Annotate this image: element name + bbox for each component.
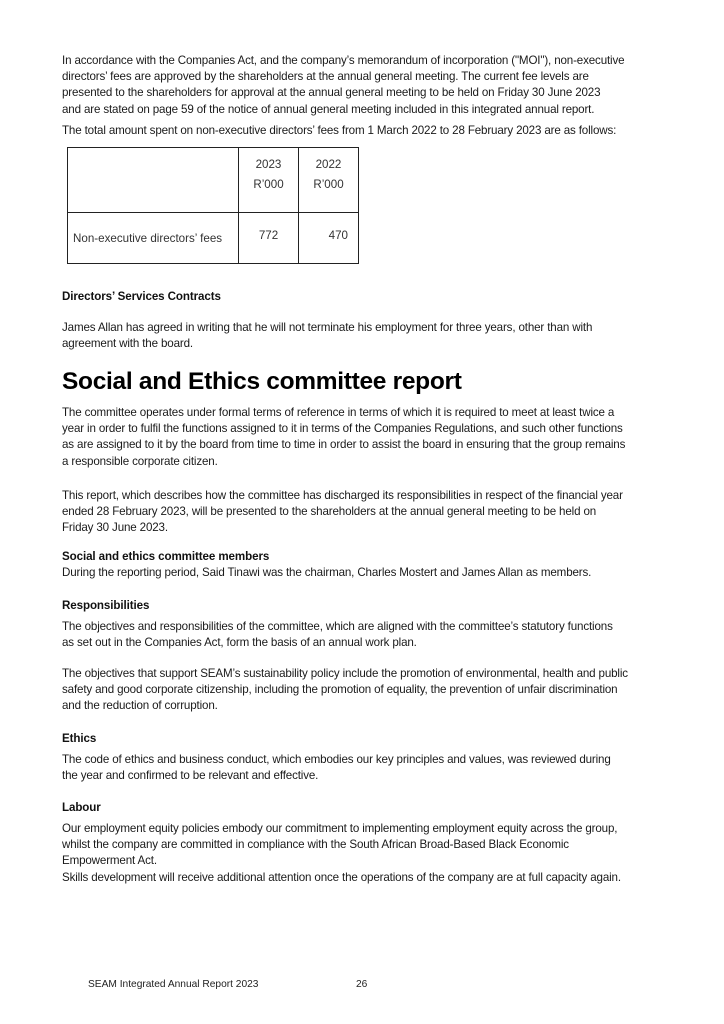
text-line: The committee operates under formal terms of reference in terms of which it is required to meet at least twice a bbox=[62, 406, 615, 419]
committee-paragraph bbox=[62, 405, 672, 470]
labour-paragraph bbox=[62, 821, 672, 886]
text-line: the year and confirmed to be relevant and effective. bbox=[62, 769, 319, 783]
labour-heading: Labour bbox=[62, 801, 101, 814]
page-number: 26 bbox=[356, 979, 368, 990]
text-line: agreement with the board. bbox=[62, 337, 193, 351]
text-line: James Allan has agreed in writing that he will not terminate his employment for three years, other than with bbox=[62, 321, 593, 334]
text-line: presented to the shareholders for approval at the annual general meeting to be held on Friday 30 June 2023 bbox=[62, 86, 601, 100]
text-line: Empowerment Act. bbox=[62, 854, 157, 868]
text-line: Skills development will receive additional attention once the operations of the company are at full capacity again. bbox=[62, 870, 621, 884]
responsibilities-heading: Responsibilities bbox=[62, 599, 150, 612]
text-line: The code of ethics and business conduct, which embodies our key principles and values, was reviewed during bbox=[62, 753, 611, 766]
text-line: year in order to fulfil the functions assigned to it in terms of the Companies Regulations, and such other functions bbox=[62, 422, 623, 436]
members-text bbox=[62, 565, 672, 581]
footer-report-title: SEAM Integrated Annual Report 2023 bbox=[88, 979, 259, 990]
text-line: and the reduction of corruption. bbox=[62, 699, 218, 713]
text-line: The total amount spent on non-executive directors’ fees from 1 March 2022 to 28 February 2023 are as follows: bbox=[62, 124, 617, 137]
table-header-cell bbox=[239, 148, 299, 213]
ethics-paragraph bbox=[62, 752, 672, 784]
directors-contracts-heading: Directors’ Services Contracts bbox=[62, 290, 221, 303]
text-line: as set out in the Companies Act, form the basis of an annual work plan. bbox=[62, 636, 417, 650]
column-year: 2023 bbox=[255, 158, 282, 171]
intro-paragraph bbox=[62, 53, 672, 118]
directors-contracts-text bbox=[62, 320, 672, 352]
cell-2022: 470 bbox=[299, 213, 359, 264]
ethics-heading: Ethics bbox=[62, 732, 97, 745]
table-corner-cell bbox=[68, 148, 239, 213]
column-year: 2022 bbox=[315, 158, 342, 171]
text-line: The objectives and responsibilities of the committee, which are aligned with the committee’s statutory functions bbox=[62, 620, 613, 633]
text-line: The objectives that support SEAM’s sustainability policy include the promotion of environmental, health and public bbox=[62, 667, 628, 680]
section-title: Social and Ethics committee report bbox=[62, 368, 462, 395]
text-line: In accordance with the Companies Act, and the company’s memorandum of incorporation ("MOI"), non-executive bbox=[62, 54, 625, 67]
text-line: safety and good corporate citizenship, including the promotion of equality, the prevention of unfair discrimination bbox=[62, 683, 618, 697]
text-line: directors’ fees are approved by the shareholders at the annual general meeting. The current fee levels are bbox=[62, 70, 589, 84]
column-unit: R’000 bbox=[253, 178, 284, 191]
cell-2023: 772 bbox=[239, 213, 299, 264]
table-intro bbox=[62, 123, 672, 139]
text-line: This report, which describes how the committee has discharged its responsibilities in respect of the financial year bbox=[62, 489, 623, 502]
text-line: ended 28 February 2023, will be presented to the shareholders at the annual general meeting to be held on bbox=[62, 505, 597, 519]
table-row bbox=[68, 213, 359, 264]
text-line: whilst the company are committed in compliance with the South African Broad-Based Black Economic bbox=[62, 838, 569, 852]
members-heading: Social and ethics committee members bbox=[62, 550, 270, 563]
table-header-cell bbox=[299, 148, 359, 213]
text-line: During the reporting period, Said Tinawi was the chairman, Charles Mostert and James Allan as members. bbox=[62, 566, 592, 579]
text-line: Our employment equity policies embody our commitment to implementing employment equity across the group, bbox=[62, 822, 618, 835]
directors-fees-table bbox=[67, 147, 359, 264]
row-label: Non-executive directors’ fees bbox=[68, 213, 239, 264]
text-line: and are stated on page 59 of the notice of annual general meeting included in this integrated annual report. bbox=[62, 102, 595, 116]
text-line: a responsible corporate citizen. bbox=[62, 454, 218, 468]
text-line: Friday 30 June 2023. bbox=[62, 521, 168, 535]
responsibilities-paragraph-1 bbox=[62, 619, 672, 651]
text-line: as are assigned to it by the board from time to time in order to assist the board in ensuring that the group remains bbox=[62, 438, 626, 452]
report-paragraph bbox=[62, 488, 672, 537]
table-header-row bbox=[68, 148, 359, 213]
responsibilities-paragraph-2 bbox=[62, 666, 672, 715]
column-unit: R’000 bbox=[313, 178, 344, 191]
